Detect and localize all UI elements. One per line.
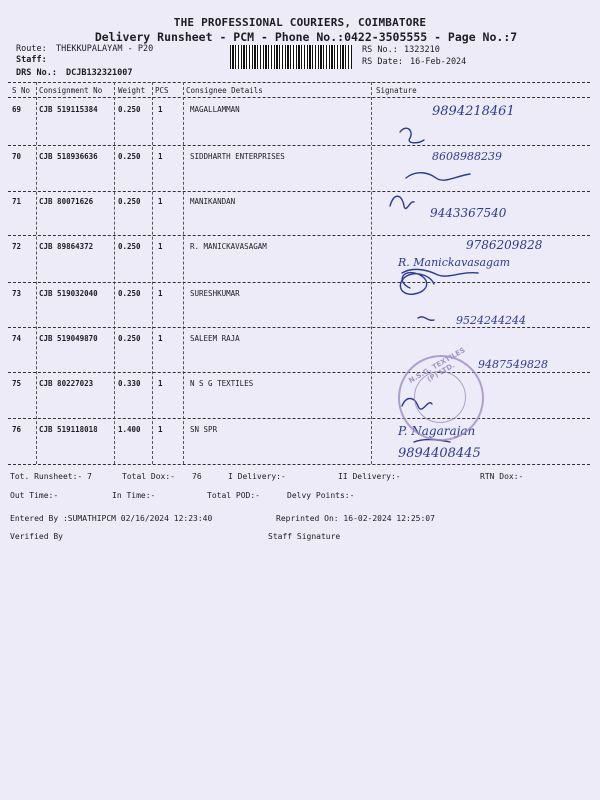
row-sno: 70	[12, 152, 22, 161]
reprinted-on: Reprinted On: 16-02-2024 12:25:07	[276, 514, 435, 523]
rs-date-label: RS Date:	[362, 57, 403, 67]
signature-phone: 9894408445	[398, 446, 481, 461]
drs-value: DCJB132321007	[66, 68, 133, 78]
column-divider	[183, 82, 184, 464]
row-consignment: CJB 89864372	[39, 242, 94, 251]
runsheet-title: Delivery Runsheet - PCM - Phone No.:0422-3505555 - Page No.:7	[94, 30, 518, 44]
rtn-dox: RTN Dox:-	[480, 472, 524, 481]
i-delivery: I Delivery:-	[228, 472, 286, 481]
rs-no-label: RS No.:	[362, 45, 398, 55]
signature-phone: 9487549828	[478, 358, 548, 371]
row-consignee: SURESHKUMAR	[190, 289, 240, 298]
row-consignment: CJB 80071626	[39, 197, 94, 206]
column-header-sno: S No	[12, 86, 31, 95]
delvy-points: Delvy Points:-	[287, 491, 355, 500]
row-consignee: SIDDHARTH ENTERPRISES	[190, 152, 285, 161]
row-consignee: SN SPR	[190, 425, 218, 434]
column-header-consignment: Consignment No	[39, 86, 103, 95]
in-time: In Time:-	[112, 491, 156, 500]
row-weight: 0.250	[118, 152, 141, 161]
row-pcs: 1	[158, 197, 163, 206]
row-weight: 0.250	[118, 242, 141, 251]
signature-phone: 9786209828	[466, 238, 543, 252]
total-dox-value: 76	[192, 472, 202, 481]
barcode	[230, 45, 352, 69]
row-pcs: 1	[158, 379, 163, 388]
row-sno: 69	[12, 105, 22, 114]
row-weight: 0.250	[118, 289, 141, 298]
staff-label: Staff:	[16, 55, 47, 65]
signature-name: R. Manickavasagam	[398, 256, 511, 269]
column-header-signature: Signature	[376, 86, 417, 95]
table-bottom-rule	[8, 464, 590, 465]
out-time: Out Time:-	[10, 491, 59, 500]
row-pcs: 1	[158, 425, 163, 434]
signature-phone: 9443367540	[430, 206, 507, 220]
company-seal	[398, 346, 484, 441]
row-consignment: CJB 519118018	[39, 425, 98, 434]
row-consignment: CJB 519049870	[39, 334, 98, 343]
staff-signature: Staff Signature	[268, 532, 341, 541]
row-weight: 0.250	[118, 105, 141, 114]
row-pcs: 1	[158, 152, 163, 161]
column-divider	[152, 82, 153, 464]
signature-phone: 8608988239	[432, 150, 502, 163]
row-pcs: 1	[158, 289, 163, 298]
row-pcs: 1	[158, 242, 163, 251]
ii-delivery: II Delivery:-	[338, 472, 401, 481]
verified-by: Verified By	[10, 532, 63, 541]
table-top-rule	[8, 82, 590, 83]
signature-phone: 9894218461	[432, 104, 515, 119]
row-consignment: CJB 80227023	[39, 379, 94, 388]
row-consignee: N S G TEXTILES	[190, 379, 254, 388]
rs-date-value: 16-Feb-2024	[410, 57, 467, 67]
column-header-weight: Weight	[118, 86, 146, 95]
row-consignee: MAGALLAMMAN	[190, 105, 240, 114]
row-consignee: R. MANICKAVASAGAM	[190, 242, 267, 251]
row-sno: 73	[12, 289, 22, 298]
row-sno: 75	[12, 379, 22, 388]
row-consignment: CJB 518936636	[39, 152, 98, 161]
row-consignee: SALEEM RAJA	[190, 334, 240, 343]
row-weight: 1.400	[118, 425, 141, 434]
row-consignment: CJB 519032040	[39, 289, 98, 298]
rs-no-value: 1323210	[404, 45, 440, 55]
drs-label: DRS No.:	[16, 68, 57, 78]
signature-name: P. Nagarajan	[398, 424, 476, 438]
row-sno: 72	[12, 242, 22, 251]
column-divider	[36, 82, 37, 464]
seal-text: N.S.G. TEXTILES (P) LTD.	[407, 346, 467, 385]
total-pod: Total POD:-	[207, 491, 260, 500]
column-header-consignee: Consignee Details	[186, 86, 263, 95]
company-title: THE PROFESSIONAL COURIERS, COIMBATORE	[173, 16, 427, 29]
signature-phone: 9524244244	[456, 314, 526, 327]
row-weight: 0.250	[118, 334, 141, 343]
route-label: Route:	[16, 44, 47, 54]
row-weight: 0.330	[118, 379, 141, 388]
row-weight: 0.250	[118, 197, 141, 206]
route-value: THEKKUPALAYAM - P20	[56, 44, 154, 54]
total-dox-label: Total Dox:-	[122, 472, 175, 481]
row-pcs: 1	[158, 105, 163, 114]
column-divider	[114, 82, 115, 464]
row-sno: 76	[12, 425, 22, 434]
column-header-pcs: PCS	[155, 86, 169, 95]
tot-runsheet: Tot. Runsheet:- 7	[10, 472, 92, 481]
entered-by: Entered By :SUMATHIPCM 02/16/2024 12:23:40	[10, 514, 213, 523]
row-sno: 71	[12, 197, 22, 206]
row-consignment: CJB 519115384	[39, 105, 98, 114]
row-consignee: MANIKANDAN	[190, 197, 236, 206]
row-sno: 74	[12, 334, 22, 343]
row-pcs: 1	[158, 334, 163, 343]
